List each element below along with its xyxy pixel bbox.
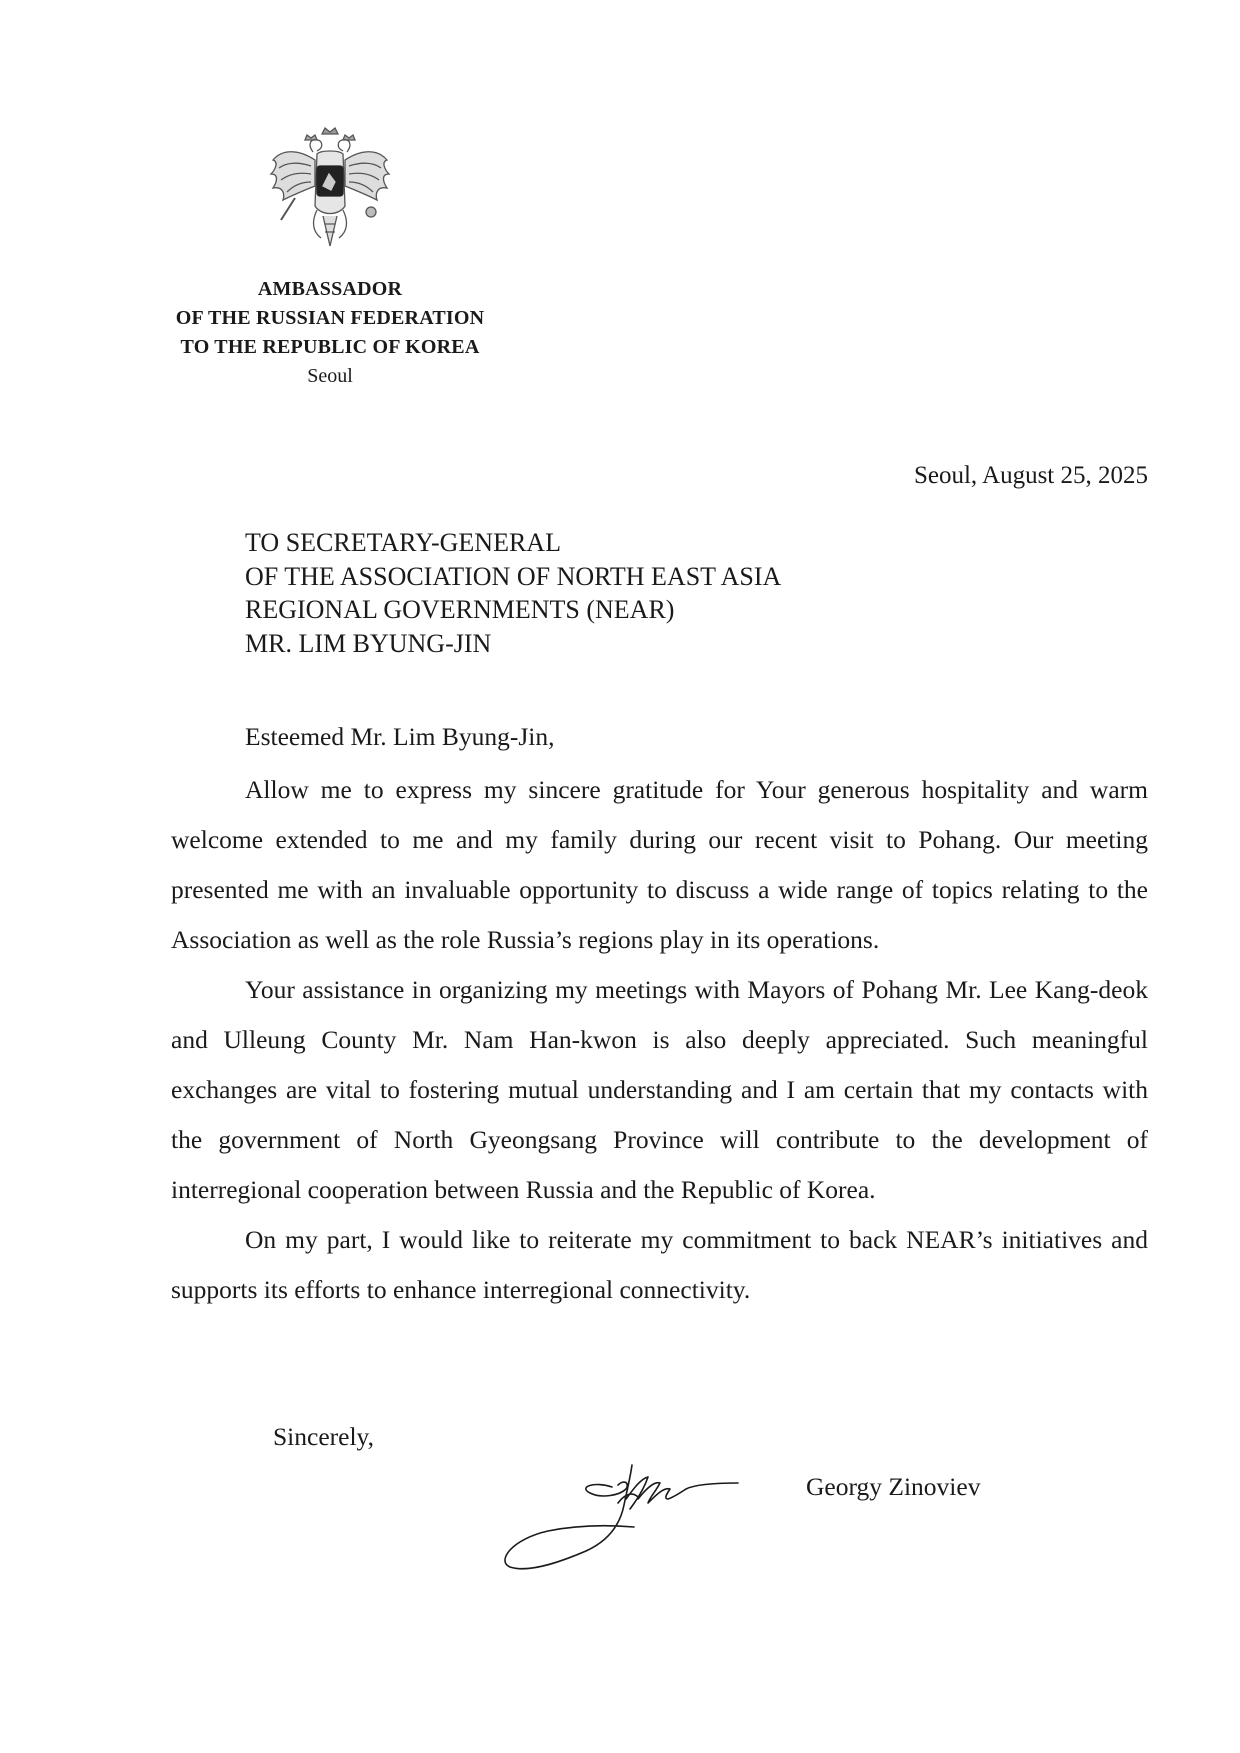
body-paragraph: Your assistance in organizing my meetings with Mayors of Pohang Mr. Lee Kang-deok and Ulleung County Mr. Nam Han-kwon is also deeply appreciated. Such meaningful exchanges are vital to fostering mutual understanding and I am certain that my contacts with the government of North Gyeongsang Province will contribute to the development of interregional cooperation between Russia and the Republic of Korea. bbox=[171, 975, 1148, 1204]
signer-name: Georgy Zinoviev bbox=[806, 1472, 981, 1501]
letterhead-city: Seoul bbox=[307, 365, 353, 387]
letterhead-title-line: OF THE RUSSIAN FEDERATION bbox=[175, 307, 485, 329]
recipient-line: TO SECRETARY-GENERAL bbox=[245, 528, 561, 557]
signature-icon bbox=[498, 1455, 788, 1585]
letter-body bbox=[171, 765, 1148, 1315]
body-paragraph: On my part, I would like to reiterate my commitment to back NEAR’s initiatives and supports its efforts to enhance interregional connectivity. bbox=[171, 1225, 1148, 1304]
closing: Sincerely, bbox=[273, 1422, 375, 1451]
letterhead-title-line: TO THE REPUBLIC OF KOREA bbox=[180, 336, 480, 358]
recipient-line: REGIONAL GOVERNMENTS (NEAR) bbox=[245, 595, 675, 624]
recipient-line: MR. LIM BYUNG-JIN bbox=[245, 628, 492, 658]
letterhead-title-line: AMBASSADOR bbox=[257, 278, 403, 300]
recipient-line: OF THE ASSOCIATION OF NORTH EAST ASIA bbox=[245, 561, 782, 591]
letterhead-block bbox=[130, 275, 530, 391]
salutation: Esteemed Mr. Lim Byung-Jin, bbox=[245, 722, 555, 751]
coat-of-arms-icon bbox=[265, 120, 395, 255]
letter-date: Seoul, August 25, 2025 bbox=[913, 462, 1148, 489]
body-paragraph: Allow me to express my sincere gratitude for Your generous hospitality and warm welcome extended to me and my family during our recent visit to Pohang. Our meeting presented me with an invaluable opportunity to discuss a wide range of topics relating to the Association as well as the role Russia’s regions play in its operations. bbox=[171, 775, 1148, 954]
recipient-block bbox=[245, 526, 781, 660]
